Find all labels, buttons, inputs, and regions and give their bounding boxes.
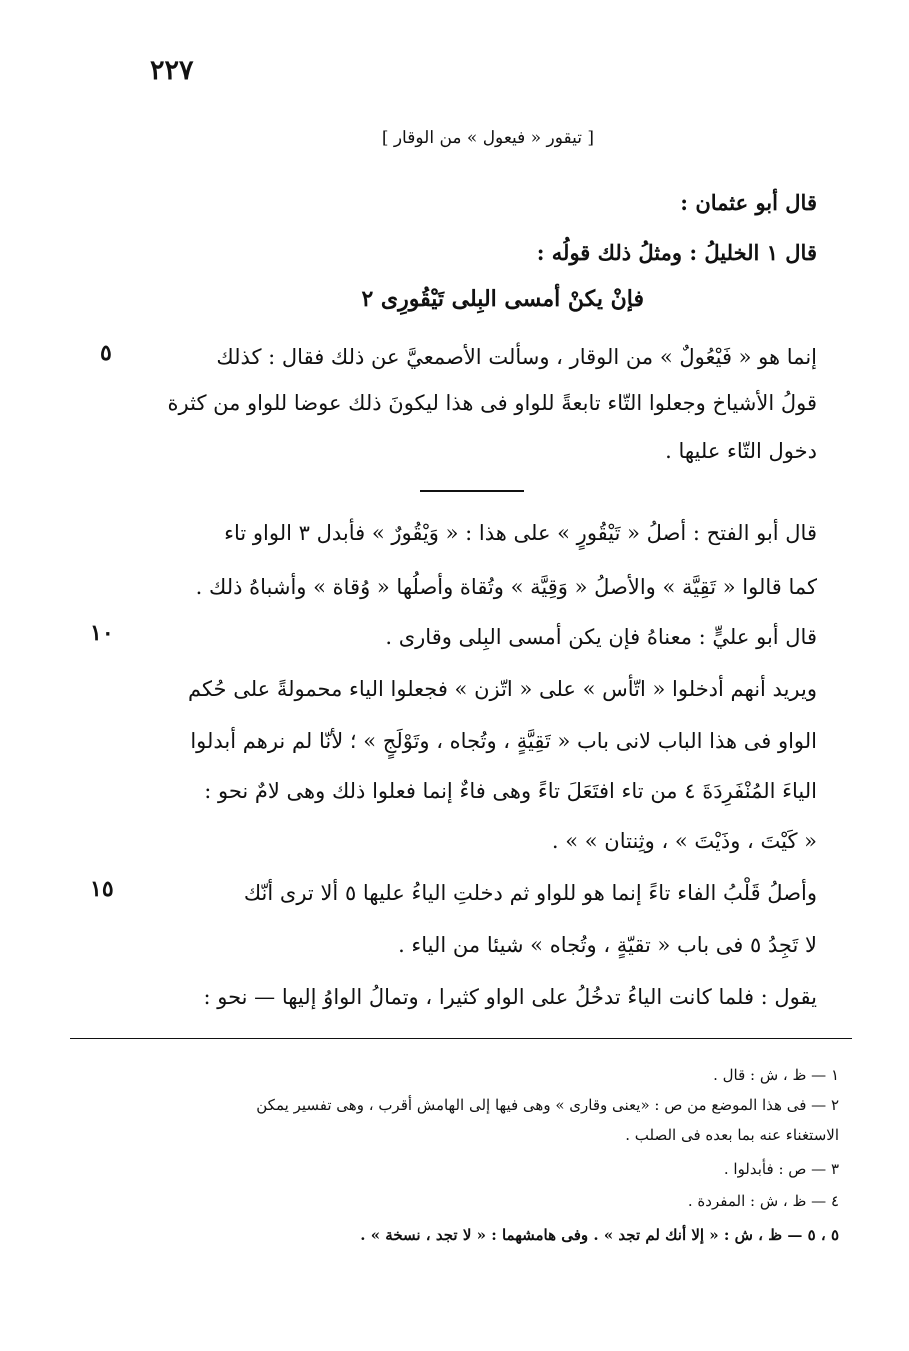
text-line: « كَيْتَ ، وذَيْتَ » ، وثِنتان » » . [551,829,817,853]
section-heading: [ تيقور « فيعول » من الوقار ] [381,128,594,148]
line-marker: ١٥ [90,876,114,902]
footnote: ٢ — فى هذا الموضع من ص : «يعنى وقارى » وهى فيها إلى الهامش أقرب ، وهى تفسير يمكن [256,1096,839,1114]
verse-line: فإنْ يكنْ أمسى البِلى تَيْقُورِى ٢ [361,286,644,312]
page-number: ٢٢٧ [150,55,194,86]
text-line: قال أبو عثمان : [680,190,817,215]
text-line: يقول : فلما كانت الياءُ تدخُلُ على الواو كثيرا ، وتمالُ الواوُ إليها — نحو : [203,985,817,1009]
section-divider [420,490,524,492]
footnote: ٥ ، ٥ — ظ ، ش : « إلا أنك لم تجد » . وفى هامشهما : « لا تجد ، نسخة » . [360,1226,839,1244]
footnote-rule [70,1038,852,1039]
footnote-continuation: الاستغناء عنه بما بعده فى الصلب . [625,1126,839,1144]
footnote: ١ — ظ ، ش : قال . [713,1066,839,1084]
footnote: ٤ — ظ ، ش : المفردة . [687,1192,839,1210]
text-line: قال أبو الفتح : أصلُ « تَيْقُورٍ » على هذا : « وَيْقُورٌ » فأبدل ٣ الواو تاء [224,521,817,545]
text-line: كما قالوا « تَقِيَّة » والأصلُ « وَقِيَّة » وتُقاة وأصلُها « وُقاة » وأشباهُ ذلك . [195,575,817,599]
text-line: دخول التّاء عليها . [665,439,817,463]
text-line: قال أبو عليٍّ : معناهُ فإن يكن أمسى البِلى وقارى . [385,625,817,649]
line-marker: ٥ [100,340,112,366]
text-line: الياءَ المُنْفَرِدَةَ ٤ من تاء افتَعَلَ تاءً وهى فاءٌ إنما فعلوا ذلك وهى لامٌ نحو : [204,779,817,803]
text-line: وأصلُ قَلْبُ الفاء تاءً إنما هو للواو ثم دخلتِ الياءُ عليها ٥ ألا ترى أنّك [243,881,817,905]
text-line: قولُ الأشياخ وجعلوا التّاء تابعةً للواو فى هذا ليكونَ ذلك عوضا للواو من كثرة [167,391,817,415]
text-line: لا تَجِدُ ٥ فى باب « تقيّةٍ ، وتُجاه » شيئا من الياء . [398,933,817,957]
text-line: ويريد أنهم أدخلوا « اتّأس » على « اتّزن » فجعلوا الياء محمولةً على حُكم [187,677,817,701]
line-marker: ١٠ [90,620,114,646]
text-line: الواو فى هذا الباب لانى باب « تَقِيَّةٍ ، وتُجاه ، وتَوْلَجٍ » ؛ لأنّا لم نرهم أبدلوا [190,729,817,753]
text-line: إنما هو « فَيْعُولٌ » من الوقار ، وسألت الأصمعيَّ عن ذلك فقال : كذلك [216,345,817,369]
footnote: ٣ — ص : فأبدلوا . [723,1160,839,1178]
text-line: قال ١ الخليلُ : ومثلُ ذلك قولُه : [536,240,817,265]
